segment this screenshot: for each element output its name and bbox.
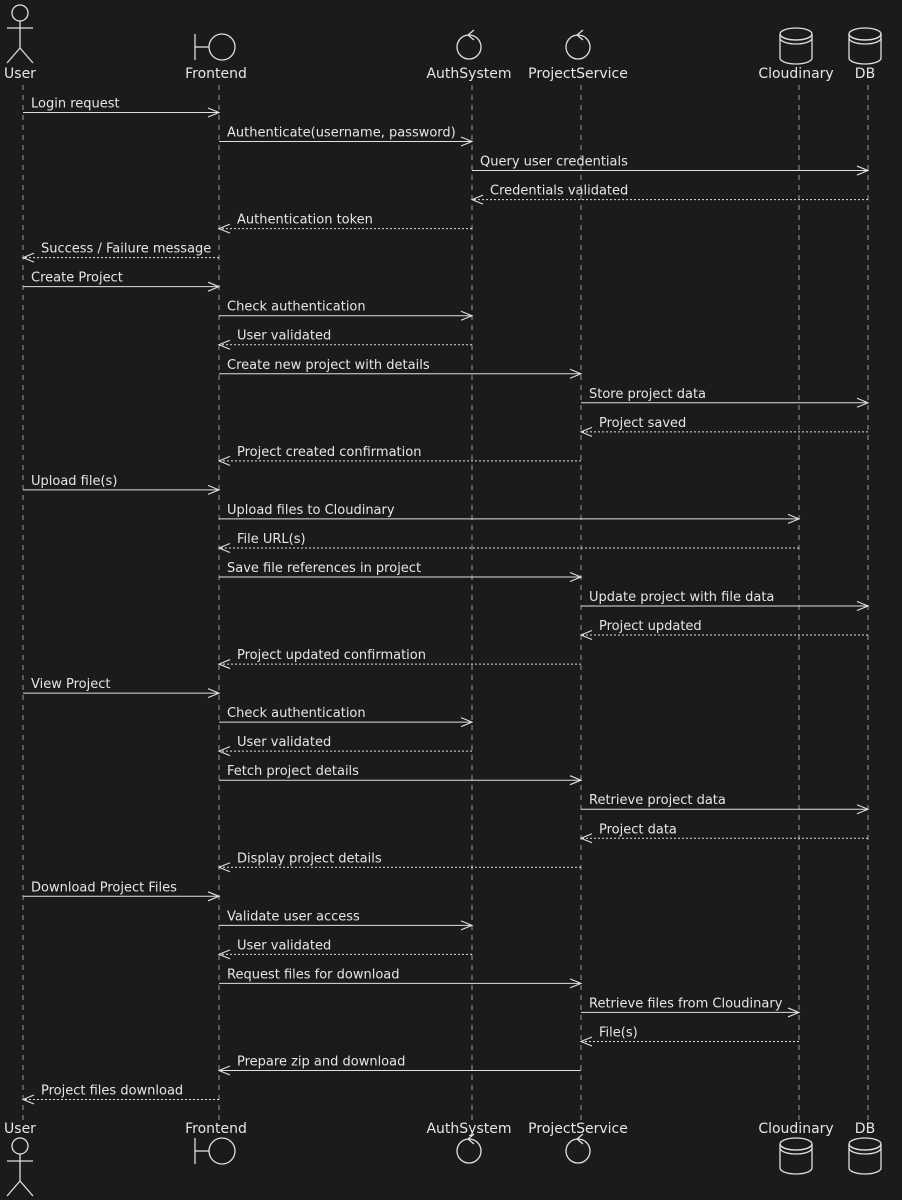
- arrowhead-icon: [219, 747, 230, 756]
- message-label: Create Project: [31, 270, 123, 286]
- participant-top-frontend: [185, 34, 247, 82]
- participant-bottom-frontend: [185, 1121, 247, 1164]
- message-label: Check authentication: [227, 299, 366, 315]
- arrowhead-icon: [219, 950, 230, 959]
- message-label: Credentials validated: [490, 183, 629, 199]
- participant-bottom-auth: [426, 1121, 511, 1163]
- message-label: User validated: [237, 938, 332, 954]
- participant-heads-top: [4, 5, 881, 82]
- arrowhead-icon: [472, 195, 483, 204]
- database-icon: [780, 28, 812, 64]
- message: [23, 880, 219, 901]
- message-label: Prepare zip and download: [237, 1054, 406, 1070]
- message: [219, 532, 799, 553]
- database-icon: [780, 1138, 812, 1174]
- boundary-icon: [195, 1138, 235, 1164]
- message-label: Request files for download: [227, 967, 400, 983]
- message: [219, 706, 472, 727]
- database-icon: [849, 28, 881, 64]
- message: [581, 619, 868, 640]
- arrowhead-icon: [219, 340, 230, 349]
- participant-bottom-project: [528, 1121, 628, 1163]
- message-label: Save file references in project: [227, 560, 422, 576]
- message: [581, 996, 799, 1017]
- message: [219, 358, 581, 379]
- message: [23, 271, 219, 292]
- participant-bottom-user: [4, 1121, 36, 1196]
- message-label: Create new project with details: [227, 357, 430, 373]
- message-label: Success / Failure message: [41, 241, 212, 257]
- message-label: User validated: [237, 735, 332, 751]
- messages: [23, 97, 868, 1105]
- message-label: Upload files to Cloudinary: [227, 502, 395, 518]
- arrowhead-icon: [219, 224, 230, 233]
- message-label: Project updated confirmation: [237, 648, 426, 664]
- message-label: File(s): [599, 1025, 638, 1041]
- control-icon: [566, 1134, 590, 1163]
- message: [219, 300, 472, 321]
- participant-label: DB: [854, 66, 876, 82]
- control-icon: [457, 30, 481, 59]
- control-icon: [457, 1134, 481, 1163]
- message: [219, 213, 472, 234]
- arrowhead-icon: [219, 543, 230, 552]
- message: [219, 1054, 581, 1075]
- message: [581, 793, 868, 814]
- message-label: Upload file(s): [31, 473, 118, 489]
- participant-top-user: [4, 5, 36, 82]
- message: [219, 126, 472, 147]
- arrowhead-icon: [23, 1095, 34, 1104]
- message-label: Retrieve project data: [589, 793, 726, 809]
- message: [23, 677, 219, 698]
- actor-icon: [7, 5, 33, 63]
- message-label: Fetch project details: [227, 764, 359, 780]
- arrowhead-icon: [23, 253, 34, 262]
- message: [219, 503, 799, 524]
- message-label: Retrieve files from Cloudinary: [589, 996, 783, 1012]
- participant-top-cloudinary: [758, 28, 833, 82]
- participant-bottom-db: [849, 1121, 881, 1174]
- message-label: Store project data: [589, 386, 707, 402]
- message: [23, 474, 219, 495]
- message-label: Validate user access: [227, 909, 360, 925]
- message: [219, 851, 581, 872]
- message-label: Authenticate(username, password): [227, 125, 456, 141]
- message: [219, 967, 581, 988]
- message: [219, 764, 581, 785]
- message: [581, 416, 868, 437]
- participant-label: AuthSystem: [426, 1121, 512, 1137]
- message: [23, 242, 219, 263]
- participant-label: Cloudinary: [758, 66, 834, 82]
- participant-label: AuthSystem: [426, 66, 512, 82]
- message: [219, 735, 472, 756]
- participant-label: Frontend: [185, 1121, 247, 1137]
- participant-label: Frontend: [185, 66, 247, 82]
- participant-label: User: [4, 66, 36, 82]
- boundary-icon: [195, 34, 235, 60]
- message-label: Login request: [31, 96, 120, 112]
- message-label: Project created confirmation: [237, 444, 422, 460]
- participant-label: Cloudinary: [758, 1121, 834, 1137]
- participant-label: ProjectService: [528, 1121, 628, 1137]
- message-label: Query user credentials: [480, 154, 628, 170]
- message: [23, 1084, 219, 1105]
- message-label: Update project with file data: [589, 590, 775, 606]
- message-label: Project updated: [599, 619, 702, 635]
- message: [23, 97, 219, 118]
- participant-label: DB: [854, 1121, 876, 1137]
- message: [581, 590, 868, 611]
- participant-heads-bottom: [4, 1121, 881, 1196]
- message: [219, 909, 472, 930]
- message: [219, 938, 472, 959]
- message: [472, 184, 868, 205]
- participant-top-db: [849, 28, 881, 82]
- participant-bottom-cloudinary: [758, 1121, 833, 1174]
- message-label: Check authentication: [227, 706, 366, 722]
- message-label: View Project: [31, 677, 111, 693]
- control-icon: [566, 30, 590, 59]
- message: [581, 387, 868, 408]
- message: [472, 155, 868, 176]
- database-icon: [849, 1138, 881, 1174]
- participant-top-auth: [426, 30, 511, 82]
- participant-label: User: [4, 1121, 36, 1137]
- message-label: File URL(s): [237, 531, 306, 547]
- message-label: Project files download: [41, 1083, 184, 1099]
- participant-top-project: [528, 30, 628, 82]
- message-label: Project data: [599, 822, 677, 838]
- message: [219, 648, 581, 669]
- message-label: Display project details: [237, 851, 382, 867]
- actor-icon: [7, 1138, 33, 1196]
- message-label: User validated: [237, 328, 332, 344]
- message-label: Authentication token: [237, 212, 373, 228]
- message-label: Project saved: [599, 415, 687, 431]
- participant-label: ProjectService: [528, 66, 628, 82]
- message: [219, 445, 581, 466]
- message: [219, 561, 581, 582]
- message: [581, 1025, 799, 1046]
- message: [581, 822, 868, 843]
- message-label: Download Project Files: [31, 880, 177, 896]
- message: [219, 329, 472, 350]
